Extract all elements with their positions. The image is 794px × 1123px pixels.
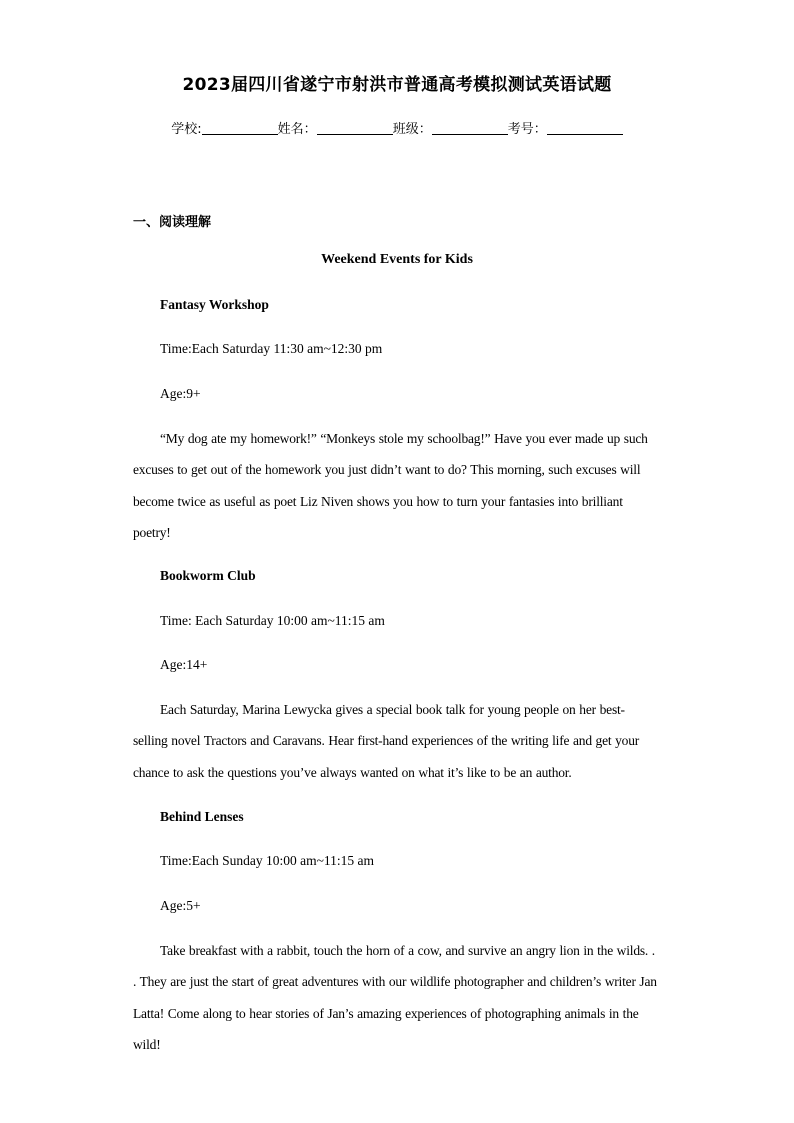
event-name: Bookworm Club	[160, 568, 256, 583]
passage-title: Weekend Events for Kids	[321, 252, 473, 267]
event-name: Fantasy Workshop	[160, 297, 269, 312]
exam-number-label: 考号：	[507, 122, 547, 137]
event-age: Age:14+	[160, 657, 208, 672]
exam-number-field	[508, 118, 623, 137]
event-description: “My dog ate my homework!” “Monkeys stole my schoolbag!” Have you ever made up such excuses to get out of the homework you just didn’t want to do? This morning, such excuses will become twice as useful as poet Liz Niven shows you how to turn your fantasies into brilliant poetry!	[133, 431, 648, 540]
event-time: Time:Each Sunday 10:00 am~11:15 am	[160, 853, 375, 868]
event-description: Each Saturday, Marina Lewycka gives a special book talk for young people on her best-selling novel Tractors and Caravans. Hear first-hand experiences of the writing life and get your chance to ask the questions you’ve always wanted on what it’s like to be an author.	[133, 702, 640, 780]
event-time: Time: Each Saturday 10:00 am~11:15 am	[160, 613, 385, 628]
exam-number-blank[interactable]	[547, 121, 623, 135]
school-field	[171, 118, 277, 137]
event-age: Age:5+	[160, 898, 201, 913]
name-blank[interactable]	[317, 121, 393, 135]
section-heading: 一、阅读理解	[133, 215, 212, 230]
student-info-line	[0, 118, 794, 137]
school-blank[interactable]	[202, 121, 278, 135]
event-age: Age:9+	[160, 386, 201, 401]
event-name: Behind Lenses	[160, 809, 244, 824]
class-label: 班级：	[392, 122, 432, 137]
exam-title: 2023届四川省遂宁市射洪市普通高考模拟测试英语试题	[182, 75, 612, 95]
event-time: Time:Each Saturday 11:30 am~12:30 pm	[160, 341, 383, 356]
name-field	[278, 118, 393, 137]
class-blank[interactable]	[432, 121, 508, 135]
event-description: Take breakfast with a rabbit, touch the horn of a cow, and survive an angry lion in the wilds. . . They are just the start of great adventures with our wildlife photographer and children’s writer Jan Latta! Come along to hear stories of Jan’s amazing experiences of photographing animals in the wild!	[133, 943, 657, 1052]
class-field	[393, 118, 508, 137]
name-label: 姓名：	[277, 122, 317, 137]
school-label: 学校:	[171, 122, 202, 137]
